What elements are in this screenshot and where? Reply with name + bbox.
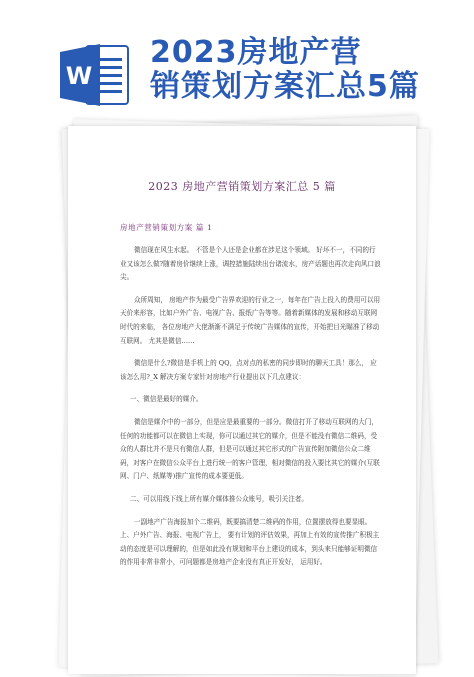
section-heading: 二、可以用线下线上所有媒介媒体推公众账号，吸引关注者。 <box>130 494 309 503</box>
paragraph: 微信是媒介中的一部分，但是应是最重要的一部分。微信打开了移动互联网的大门，任何的功能都可以在微信上实现，你可以通过其它的媒介，但是不能没有微信二维码，受众的人群比并不是只有微信人群，但是可以通过其它形式的广告宣传附加微信公众二维码，对客户在微信公众平台上进行统一的客户管理，相对微信的投入要比其它的媒介(互联网、门户、纸媒等)推广宣传的成本要更低。 <box>120 417 380 481</box>
paragraph: 微信现在风生水起。 不管是个人还是企业都在涉足这个领域。 好坏不一，不同的行业又该怎么做?随着房价继续上涨，调控措施陆续出台诸流水，房产话题也再次走向风口浪尖。 <box>120 246 381 282</box>
title-line-1: 2023房地产营 <box>150 35 362 70</box>
document-title: 2023 房地产营销策划方案汇总 5 篇 <box>148 180 336 193</box>
title-line-2: 销策划方案汇总5篇 <box>150 69 420 104</box>
paragraph: 微信是什么?微信是手机上的 QQ，点对点的私密的同步即时的聊天工具！那么， 应该怎么用?_X 解决方案专家针对房地产行业提出以下几点建议： <box>120 359 377 381</box>
paragraph: 众所周知， 房地产作为最受广告界欢迎的行业之一，每年在广告上投入的费用可以用天价来形容，比如户外广告、电视广告、报纸广告等等。随着新媒体的发展和移动互联网时代的来临， 各位房地产大佬渐渐不满足于传统广告媒体的宣传，开始把目光瞄准了移动互联网。 尤其是微信…… <box>120 295 381 345</box>
logo-letter: W <box>65 62 93 90</box>
paragraph: 一副地产广告海报加个二维码，既要搞清楚二维码的作用，位置摆放得也要显眼。上、户外广告、海报、电视广告上， 要有计划的评估效果，再加上有效的宣传推广积极主动的态度是可以理解的，但是如此没有规划和平台上建设的成本，到头来只能够证明微信的作用非常非常小，可问题都是房地产企业没有真正开发好， 运用好。 <box>120 517 380 567</box>
document-body <box>120 244 382 579</box>
document-page <box>68 126 416 674</box>
section-heading: 一、微信是最好的媒介。 <box>130 395 203 404</box>
document-subtitle: 房地产营销策划方案 篇 1 <box>120 223 213 232</box>
word-document-icon <box>60 42 130 108</box>
page-title <box>150 36 420 104</box>
